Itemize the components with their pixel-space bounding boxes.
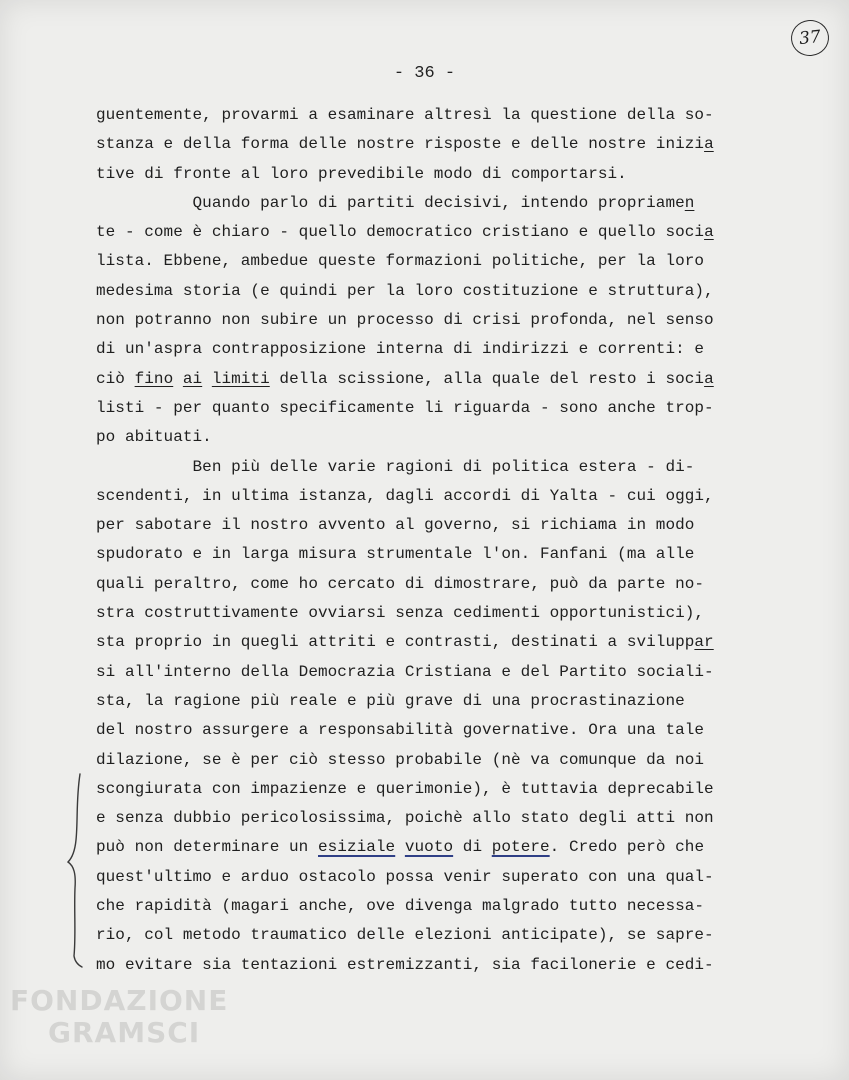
folio-number-stamp (789, 18, 831, 58)
text-line: si all'interno della Democrazia Cristiana e del Partito sociali- (96, 662, 714, 681)
text-line: medesima storia (e quindi per la loro costituzione e struttura), (96, 281, 714, 300)
watermark-line: GRAMSCI (48, 1016, 201, 1049)
margin-bracket-annotation (66, 770, 100, 970)
text-line: dilazione, se è per ciò stesso probabile (nè va comunque da noi (96, 750, 705, 769)
underlined-word: fino (134, 369, 174, 388)
text-line: stra costruttivamente ovviarsi senza cedimenti opportunistici), (96, 604, 705, 623)
text-line: sta proprio in quegli attriti e contrasti, destinati a sviluppar (96, 633, 714, 652)
text-line: sta, la ragione più reale e più grave di una procrastinazione (96, 691, 685, 710)
text-line: listi - per quanto specificamente li riguarda - sono anche trop- (96, 398, 714, 417)
text-line: per sabotare il nostro avvento al governo, si richiama in modo (96, 516, 695, 535)
text-line: te - come è chiaro - quello democratico cristiano e quello socia (96, 223, 714, 242)
folio-number: 37 (798, 26, 822, 50)
underlined-word: limiti (211, 369, 270, 388)
text-line: quali peraltro, come ho cercato di dimostrare, può da parte no- (96, 574, 705, 593)
ink-underlined-word: vuoto (404, 838, 454, 857)
fondazione-gramsci-watermark (10, 985, 240, 1065)
text-line: spudorato e in larga misura strumentale l'on. Fanfani (ma alle (96, 545, 695, 564)
text-line: rio, col metodo traumatico delle elezioni anticipate), se sapre- (96, 926, 714, 945)
text-line: guentemente, provarmi a esaminare altresì la questione della so- (96, 106, 714, 124)
text-line: di un'aspra contrapposizione interna di indirizzi e correnti: e (96, 340, 705, 359)
text-line: che rapidità (magari anche, ove divenga malgrado tutto necessa- (96, 897, 705, 916)
text-line: non potranno non subire un processo di crisi profonda, nel senso (96, 311, 714, 330)
watermark-line: FONDAZIONE (10, 984, 229, 1017)
text-line: e senza dubbio pericolosissima, poichè allo stato degli atti non (96, 809, 714, 828)
text-line: scongiurata con impazienze e querimonie), è tuttavia deprecabile (96, 779, 714, 798)
typewritten-body (96, 101, 756, 980)
underlined-word: ai (182, 369, 203, 388)
text-line: ciò fino ai limiti della scissione, alla quale del resto i socia (96, 369, 714, 388)
text-line: Ben più delle varie ragioni di politica estera - di- (96, 457, 695, 476)
text-line: mo evitare sia tentazioni estremizzanti, sia facilonerie e cedi- (96, 955, 714, 974)
text-line: Quando parlo di partiti decisivi, intendo propriamen (96, 193, 695, 212)
text-line: scendenti, in ultima istanza, dagli accordi di Yalta - cui oggi, (96, 486, 714, 505)
page-number: - 36 - (393, 64, 456, 83)
text-line: quest'ultimo e arduo ostacolo possa venir superato con una qual- (96, 867, 714, 886)
ink-underlined-word: potere (491, 838, 550, 857)
ink-underlined-word: esiziale (318, 838, 396, 857)
text-line: lista. Ebbene, ambedue queste formazioni politiche, per la loro (96, 252, 705, 271)
text-line: tive di fronte al loro prevedibile modo di comportarsi. (96, 164, 627, 183)
text-line: stanza e della forma delle nostre risposte e delle nostre inizia (96, 135, 714, 154)
text-line: del nostro assurgere a responsabilità governative. Ora una tale (96, 721, 705, 740)
text-line: po abituati. (96, 428, 212, 447)
text-line: può non determinare un esiziale vuoto di potere. Credo però che (96, 838, 705, 857)
